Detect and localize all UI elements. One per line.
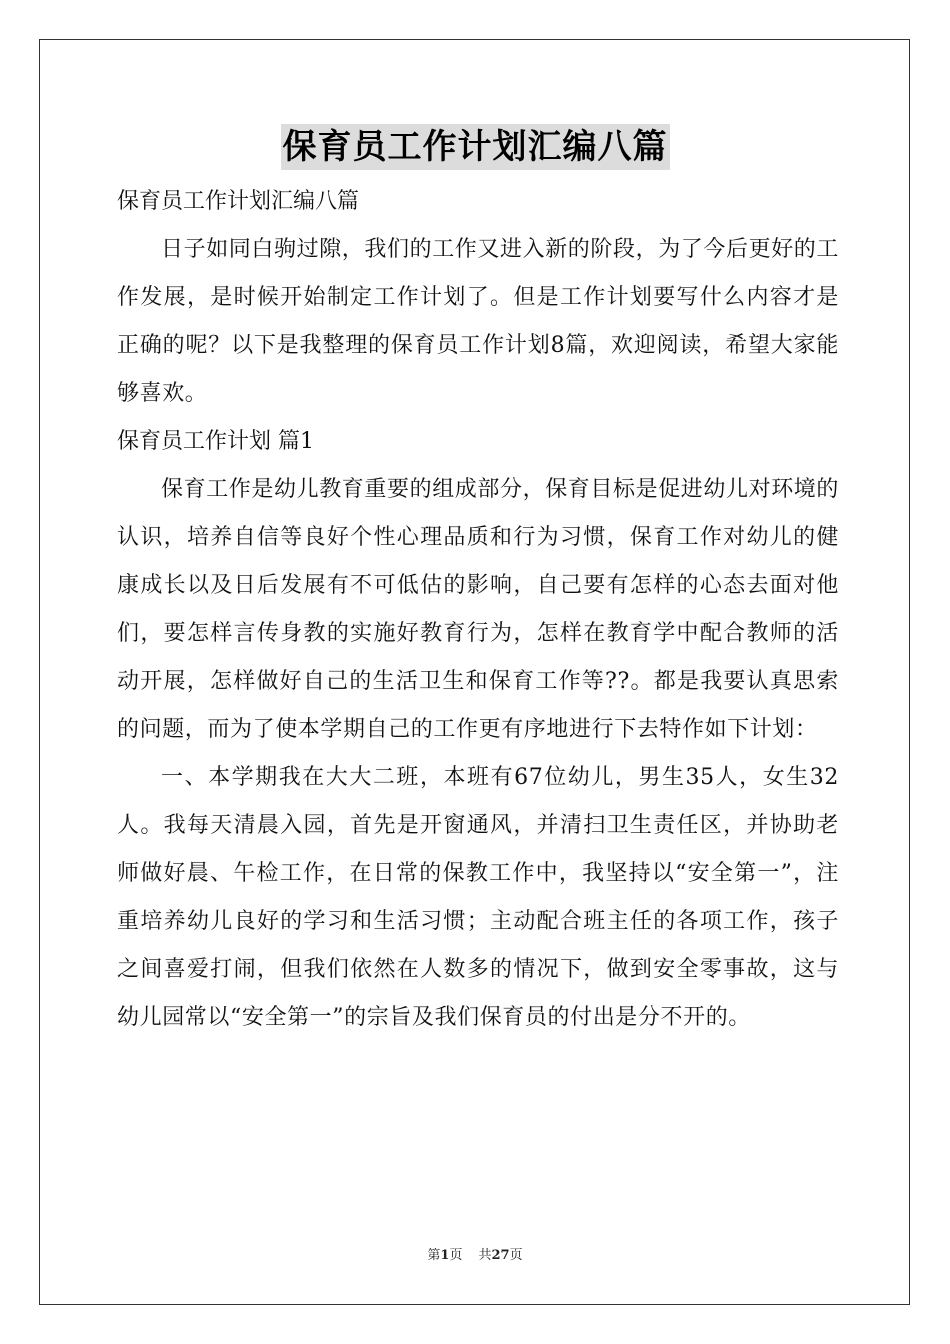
page-number: 1 (440, 1248, 450, 1263)
intro-paragraph: 日子如同白驹过隙，我们的工作又进入新的阶段，为了今后更好的工作发展，是时候开始制定工作计划了。但是工作计划要写什么内容才是正确的呢？以下是我整理的保育员工作计划8篇，欢迎阅读，希望大家能够喜欢。 (117, 237, 840, 406)
total-suffix: 页 (509, 1248, 523, 1263)
body-paragraph-1: 保育工作是幼儿教育重要的组成部分，保育目标是促进幼儿对环境的认识，培养自信等良好个性心理品质和行为习惯，保育工作对幼儿的健康成长以及日后发展有不可低估的影响，自己要有怎样的心态去面对他们，要怎样言传身教的实施好教育行为，怎样在教育学中配合教师的活动开展，怎样做好自己的生活卫生和保育工作等??。都是我要认真思索的问题，而为了使本学期自己的工作更有序地进行下去特作如下计划： (117, 477, 840, 742)
page-footer (0, 1247, 950, 1265)
page-suffix: 页 (449, 1248, 463, 1263)
document-subtitle: 保育员工作计划汇编八篇 (117, 189, 360, 214)
section-heading: 保育员工作计划 篇1 (117, 429, 314, 454)
document-body (117, 178, 839, 1042)
document-title: 保育员工作计划汇编八篇 (281, 124, 670, 170)
total-prefix: 共 (478, 1248, 492, 1263)
total-pages: 27 (491, 1248, 510, 1263)
page-prefix: 第 (427, 1248, 441, 1263)
title-container (0, 124, 950, 170)
body-paragraph-2: 一、本学期我在大大二班，本班有67位幼儿，男生35人，女生32人。我每天清晨入园，首先是开窗通风，并清扫卫生责任区，并协助老师做好晨、午检工作，在日常的保教工作中，我坚持以“安全第一”，注重培养幼儿良好的学习和生活习惯；主动配合班主任的各项工作，孩子之间喜爱打闹，但我们依然在人数多的情况下，做到安全零事故，这与幼儿园常以“安全第一”的宗旨及我们保育员的付出是分不开的。 (117, 765, 839, 1030)
